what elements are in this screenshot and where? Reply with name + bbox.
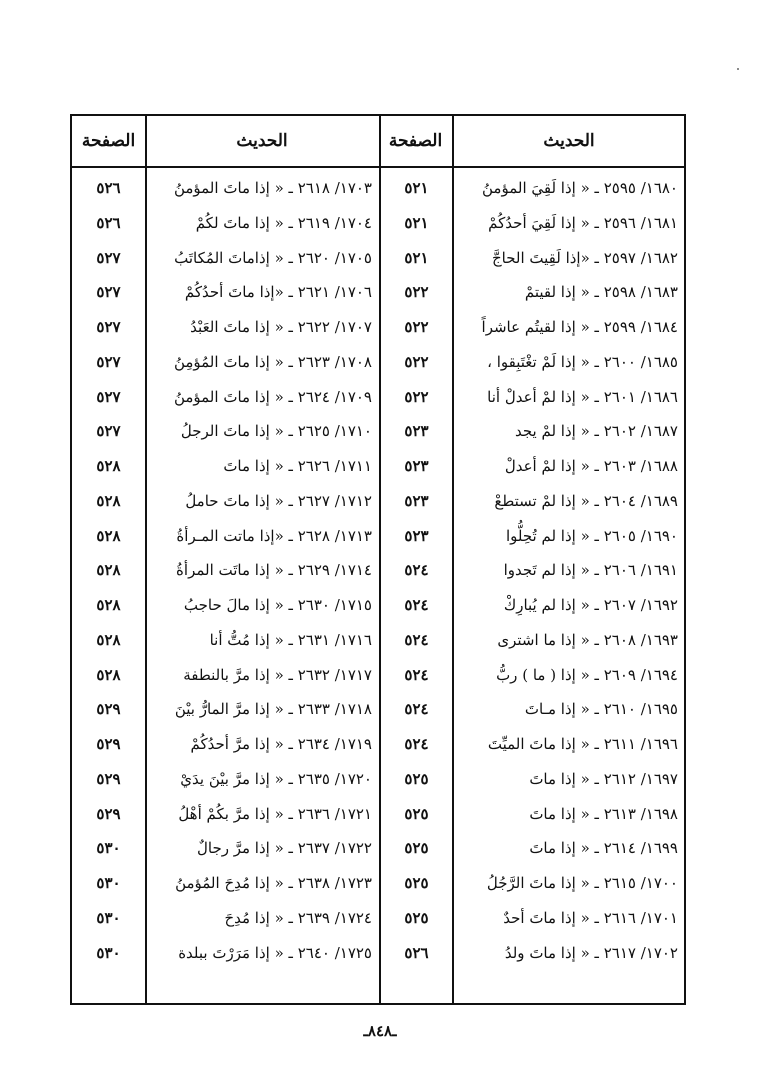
page-ref-left: ٥٢٧ [96,283,121,302]
page-ref-right: ٥٢٤ [404,735,429,753]
table-row [72,206,684,240]
hadith-entry-left: ١٧٢١/ ٢٦٣٦ ـ « إذا مرَّ بكُمْ أهْلُ [178,804,372,823]
table-row [72,692,684,726]
hadith-entry-left: ١٧٢٣/ ٢٦٣٨ ـ « إذا مُدِحَ المُؤمنُ [175,874,372,892]
page-ref-right: ٥٢٥ [404,804,429,823]
hadith-entry-left: ١٧١١/ ٢٦٢٦ ـ « إذا ماتَ [223,457,372,475]
hadith-entry-left: ١٧١٠/ ٢٦٢٥ ـ « إذا ماتَ الرجلُ [180,422,372,441]
hadith-entry-right: ١٧٠١/ ٢٦١٦ ـ « إذا ماتَ أحدٌ [503,908,678,927]
hadith-entry-left: ١٧١٨/ ٢٦٣٣ ـ « إذا مرَّ المارُّ بيْنَ [174,700,372,719]
hadith-entry-left: ١٧١٧/ ٢٦٣٢ ـ « إذا مرَّ بالنطفة [183,665,372,684]
page-ref-left: ٥٢٨ [96,491,121,510]
table-row [72,727,684,761]
page-ref-right: ٥٢٦ [404,943,429,962]
page-ref-left: ٥٢٧ [96,318,121,336]
table-row [72,449,684,483]
page-ref-left: ٥٢٧ [96,387,121,406]
hadith-entry-right: ١٦٩٦/ ٢٦١١ ـ « إذا ماتَ الميِّتَ [487,735,678,753]
hadith-entry-right: ١٦٨٤/ ٢٥٩٩ ـ « إذا لقيتُم عاشراً [481,318,678,336]
table-row [72,658,684,692]
page-ref-right: ٥٢٢ [404,352,429,371]
header-divider [72,166,684,168]
hadith-entry-right: ١٦٨٦/ ٢٦٠١ ـ « إذا لمْ أعدلْ أنا [487,387,678,406]
hadith-entry-right: ١٦٩٠/ ٢٦٠٥ ـ « إذا لم تُحِلُّوا [505,526,678,545]
page-number: ـ٨٤٨ـ [363,1022,397,1040]
hadith-entry-right: ١٦٨٥/ ٢٦٠٠ ـ « إذا لَمْ تغْتَبِقوا ، [487,352,678,371]
hadith-entry-left: ١٧١٤/ ٢٦٢٩ ـ « إذا ماتَت المرأةُ [176,561,372,580]
hadith-entry-right: ١٧٠٠/ ٢٦١٥ ـ « إذا ماتَ الرَّجُلُ [486,874,678,892]
page-ref-right: ٥٢٥ [404,839,429,858]
table-row [72,797,684,831]
hadith-entry-left: ١٧٢٢/ ٢٦٣٧ ـ « إذا مرَّ رجالٌ [196,839,372,858]
page-ref-right: ٥٢٢ [404,283,429,302]
table-row [72,380,684,414]
page-ref-right: ٥٢١ [404,179,429,197]
table-row [72,484,684,518]
hadith-entry-left: ١٧٢٠/ ٢٦٣٥ ـ « إذا مرَّ بيْنَ يدَيْ [180,769,372,788]
hadith-entry-right: ١٦٨٣/ ٢٥٩٨ ـ « إذا لقيتمْ [524,283,678,302]
page-ref-right: ٥٢٤ [404,596,429,614]
page-ref-left: ٥٢٩ [96,700,121,719]
table-row [72,762,684,796]
hadith-entry-right: ١٦٨٠/ ٢٥٩٥ ـ « إذا لَقِيَ المؤمنُ [482,179,678,197]
page-ref-left: ٥٣٠ [96,874,121,892]
hadith-entry-right: ١٦٩٩/ ٢٦١٤ ـ « إذا ماتَ [529,839,678,858]
page-ref-right: ٥٢٤ [404,665,429,684]
page-ref-left: ٥٢٨ [96,457,121,475]
page-ref-left: ٥٢٩ [96,804,121,823]
page-ref-right: ٥٢١ [404,248,429,267]
hadith-entry-right: ١٦٩١/ ٢٦٠٦ ـ « إذا لم تَجدوا [503,561,678,580]
hadith-entry-left: ١٧١٦/ ٢٦٣١ ـ « إذا مُتُّ أنا [209,630,372,649]
page-ref-right: ٥٢٥ [404,908,429,927]
table-row [72,588,684,622]
page-ref-right: ٥٢١ [404,213,429,232]
hadith-entry-right: ١٦٨٨/ ٢٦٠٣ ـ « إذا لمْ أعدلْ [504,457,678,475]
page-ref-right: ٥٢٣ [404,526,429,545]
hadith-entry-left: ١٧٠٩/ ٢٦٢٤ ـ « إذا ماتَ المؤمنُ [173,387,372,406]
page-ref-right: ٥٢٣ [404,457,429,475]
hadith-entry-right: ١٦٩٧/ ٢٦١٢ ـ « إذا ماتَ [529,769,678,788]
page-ref-left: ٥٢٨ [96,561,121,580]
hadith-entry-right: ١٦٨٢/ ٢٥٩٧ ـ «إذا لَقِيتَ الحاجَّ [491,248,678,267]
index-table [70,114,686,1005]
page-ref-left: ٥٣٠ [96,943,121,962]
page-ref-right: ٥٢٤ [404,700,429,719]
page-ref-right: ٥٢٢ [404,387,429,406]
page-ref-left: ٥٢٧ [96,248,121,267]
page-ref-left: ٥٢٩ [96,769,121,788]
hadith-entry-right: ١٦٨٩/ ٢٦٠٤ ـ « إذا لمْ تستطعْ [494,491,678,510]
hadith-entry-left: ١٧١٩/ ٢٦٣٤ ـ « إذا مرَّ أحدُكُمْ [190,735,372,753]
page-ref-left: ٥٢٩ [96,735,121,753]
header-hadith-left: الحديث [236,131,288,151]
hadith-entry-right: ١٦٩٥/ ٢٦١٠ ـ « إذا مـاتَ [524,700,678,719]
hadith-entry-left: ١٧٢٤/ ٢٦٣٩ ـ « إذا مُدِحَ [224,908,372,927]
table-row [72,414,684,448]
table-row [72,241,684,275]
page-ref-left: ٥٢٨ [96,526,121,545]
hadith-entry-left: ١٧٠٣/ ٢٦١٨ ـ « إذا ماتَ المؤمنُ [173,179,372,197]
page-ref-left: ٥٢٧ [96,352,121,371]
hadith-entry-right: ١٦٨٧/ ٢٦٠٢ ـ « إذا لمْ يجد [514,422,678,441]
page-ref-left: ٥٣٠ [96,839,121,858]
page-ref-right: ٥٢٥ [404,769,429,788]
hadith-entry-left: ١٧٠٧/ ٢٦٢٢ ـ « إذا ماتَ العَبْدُ [190,318,372,336]
header-hadith-right: الحديث [543,131,595,151]
page-ref-right: ٥٢٥ [404,874,429,892]
table-row [72,171,684,205]
hadith-entry-right: ١٦٩٣/ ٢٦٠٨ ـ « إذا ما اشترى [497,630,678,649]
hadith-entry-right: ١٦٨١/ ٢٥٩٦ ـ « إذا لَقِيَ أحدُكُمْ [488,213,678,232]
header-page-right: الصفحة [388,131,443,151]
page-ref-right: ٥٢٣ [404,491,429,510]
page-ref-left: ٥٢٧ [96,422,121,441]
hadith-entry-left: ١٧٢٥/ ٢٦٤٠ ـ « إذا مَرَرْتَ ببلدة [178,943,372,962]
hadith-entry-left: ١٧٠٤/ ٢٦١٩ ـ « إذا ماتَ لكُمْ [195,213,372,232]
page-ref-left: ٥٢٨ [96,596,121,614]
table-row [72,345,684,379]
hadith-entry-left: ١٧٠٨/ ٢٦٢٣ ـ « إذا ماتَ المُؤمِنُ [173,352,372,371]
table-row [72,866,684,900]
hadith-entry-right: ١٦٩٨/ ٢٦١٣ ـ « إذا ماتَ [529,804,678,823]
table-row [72,901,684,935]
page-ref-left: ٥٢٦ [96,213,121,232]
hadith-entry-left: ١٧١٥/ ٢٦٣٠ ـ « إذا مالَ حاجبُ [183,596,372,614]
hadith-entry-left: ١٧٠٥/ ٢٦٢٠ ـ « إذاماتَ المُكاتَبُ [174,248,372,267]
page-ref-left: ٥٢٨ [96,665,121,684]
page-ref-right: ٥٢٢ [404,318,429,336]
page-ref-left: ٥٣٠ [96,908,121,927]
table-row [72,275,684,309]
page-ref-right: ٥٢٣ [404,422,429,441]
hadith-entry-right: ١٦٩٤/ ٢٦٠٩ ـ « إذا ( ما ) ربُّ [496,665,678,684]
table-row [72,936,684,970]
hadith-entry-left: ١٧١٢/ ٢٦٢٧ ـ « إذا ماتَ حاملُ [185,491,372,510]
table-row [72,553,684,587]
page-ref-right: ٥٢٤ [404,561,429,580]
header-page-left: الصفحة [81,131,136,151]
table-row [72,623,684,657]
table-row [72,310,684,344]
table-row [72,831,684,865]
page-speck [737,68,739,70]
page-ref-left: ٥٢٦ [96,179,121,197]
page-ref-right: ٥٢٤ [404,630,429,649]
table-row [72,519,684,553]
hadith-entry-right: ١٧٠٢/ ٢٦١٧ ـ « إذا ماتَ ولدُ [504,943,678,962]
hadith-entry-right: ١٦٩٢/ ٢٦٠٧ ـ « إذا لم يُبارِكْ [503,596,678,614]
page-ref-left: ٥٢٨ [96,630,121,649]
hadith-entry-left: ١٧١٣/ ٢٦٢٨ ـ «إذا ماتت المـرأةُ [176,526,372,545]
hadith-entry-left: ١٧٠٦/ ٢٦٢١ ـ «إذا ماتَ أحدُكُمْ [184,283,372,302]
